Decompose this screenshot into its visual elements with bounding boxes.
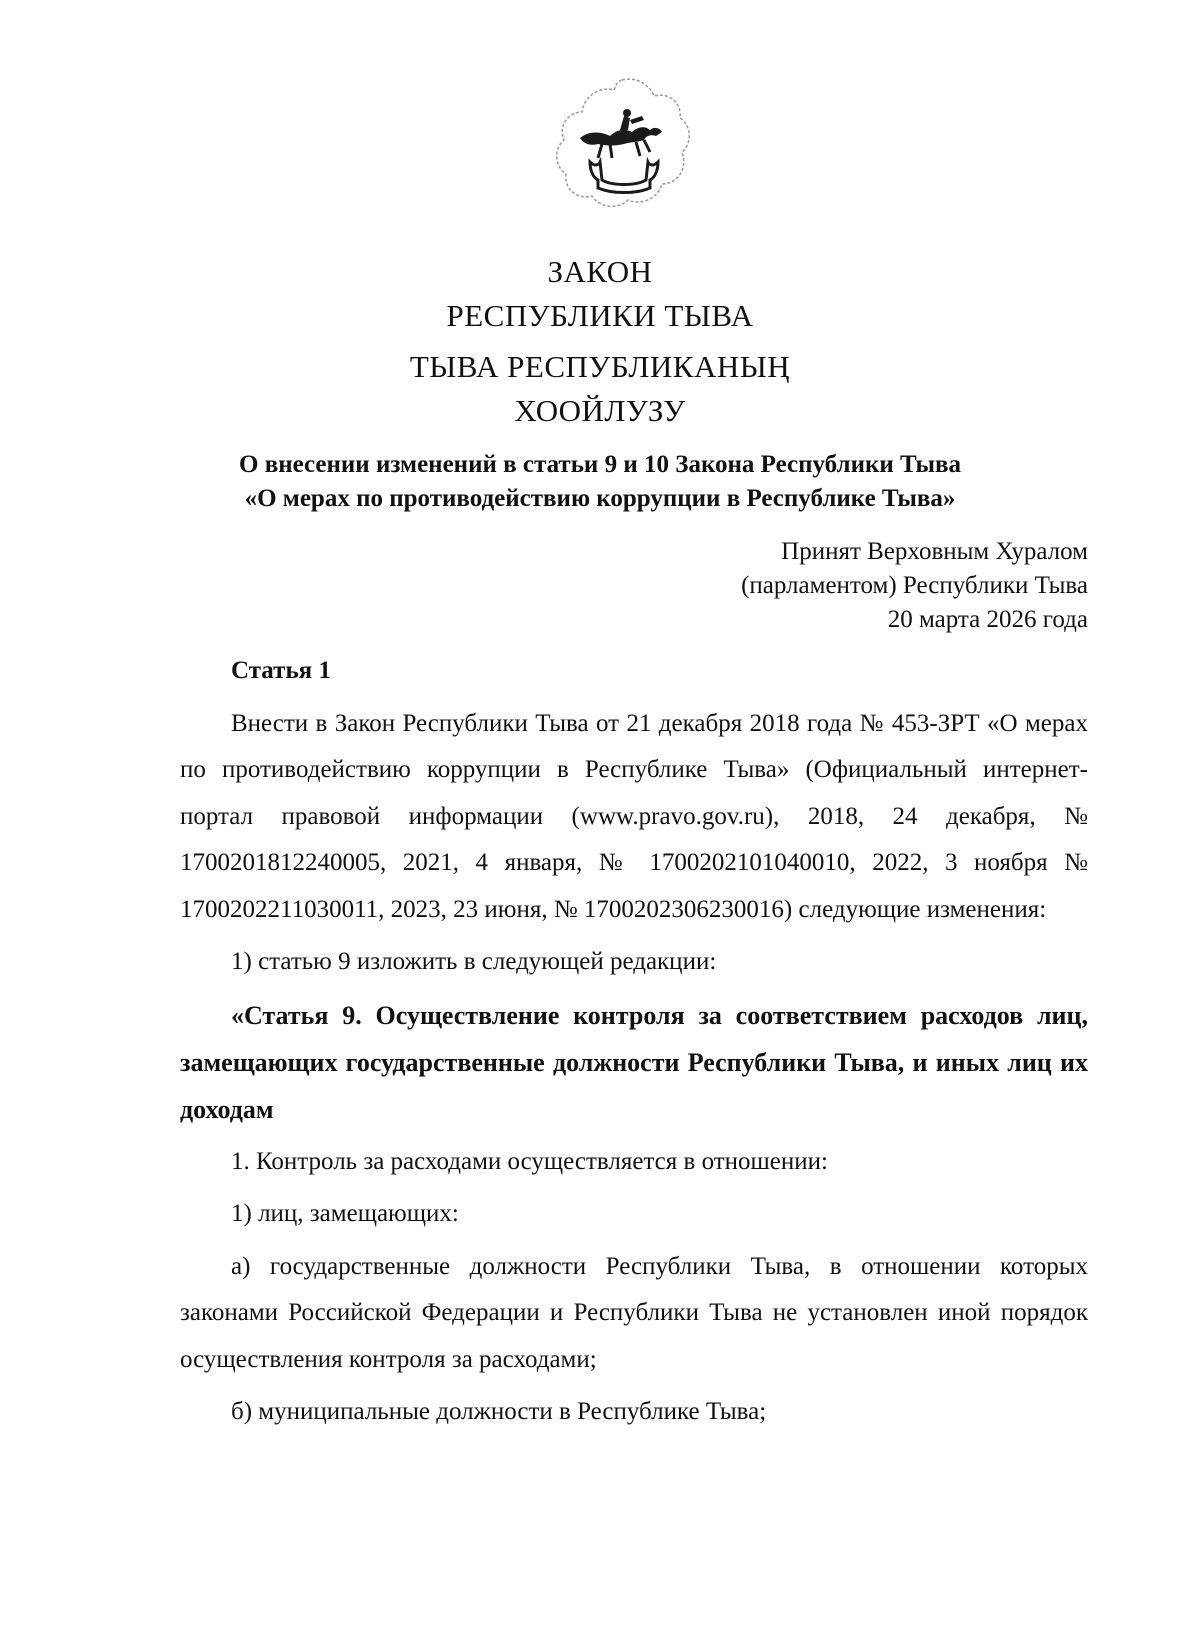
law-title-tyv-line2: ХООЙЛУЗУ <box>514 393 686 428</box>
adoption-note-line2: (парламентом) Республики Тыва <box>741 572 1088 599</box>
law-subject <box>0 448 1200 516</box>
adoption-note-line1: Принят Верховным Хуралом <box>781 538 1088 565</box>
adoption-date: 20 марта 2026 года <box>887 606 1088 633</box>
law-subject-line2: «О мерах по противодействию коррупции в Республике Тыва» <box>244 485 956 512</box>
law-title-ru-line1: ЗАКОН <box>547 254 653 289</box>
article-9-paragraph-1-item-1: 1) лиц, замещающих: <box>231 1200 459 1227</box>
law-title-russian <box>0 250 1200 338</box>
law-subject-line1: О внесении изменений в статьи 9 и 10 Закона Республики Тыва <box>239 451 961 478</box>
law-title-ru-line2: РЕСПУБЛИКИ ТЫВА <box>446 298 754 333</box>
article-9-heading: «Статья 9. Осуществление контроля за соответствием расходов лиц, замещающих государственные должности Республики Тыва, и иных лиц их доходам <box>180 1000 1088 1124</box>
article-1-intro: Внести в Закон Республики Тыва от 21 декабря 2018 года № 453-ЗРТ «О мерах по противодействию коррупции в Республике Тыва» (Официальный интернет-портал правовой информации (www.pravo.gov.ru), 2018, 24 декабря, № 1700201812240005, 2021, 4 января, № 1700202101040010, 2022, 3 ноября № 1700202211030011, 2023, 23 июня, № 1700202306230016) следующие изменения: <box>180 709 1088 923</box>
article-1-item-1: 1) статью 9 изложить в следующей редакции: <box>231 948 717 975</box>
law-title-tuvan <box>0 345 1200 433</box>
article-1-heading: Статья 1 <box>231 657 331 684</box>
article-9-paragraph-1-item-a: а) государственные должности Республики Тыва, в отношении которых законами Российской Федерации и Республики Тыва не установлен иной порядок осуществления контроля за расходами; <box>180 1252 1088 1373</box>
article-9-paragraph-1-item-b: б) муниципальные должности в Республике Тыва; <box>231 1398 767 1425</box>
law-title-tyv-line1: ТЫВА РЕСПУБЛИКАНЫҢ <box>409 349 791 384</box>
article-9-paragraph-1: 1. Контроль за расходами осуществляется в отношении: <box>231 1147 828 1175</box>
article-1 <box>180 648 1088 1436</box>
adoption-note <box>741 535 1088 637</box>
tyva-emblem-icon <box>550 72 695 217</box>
